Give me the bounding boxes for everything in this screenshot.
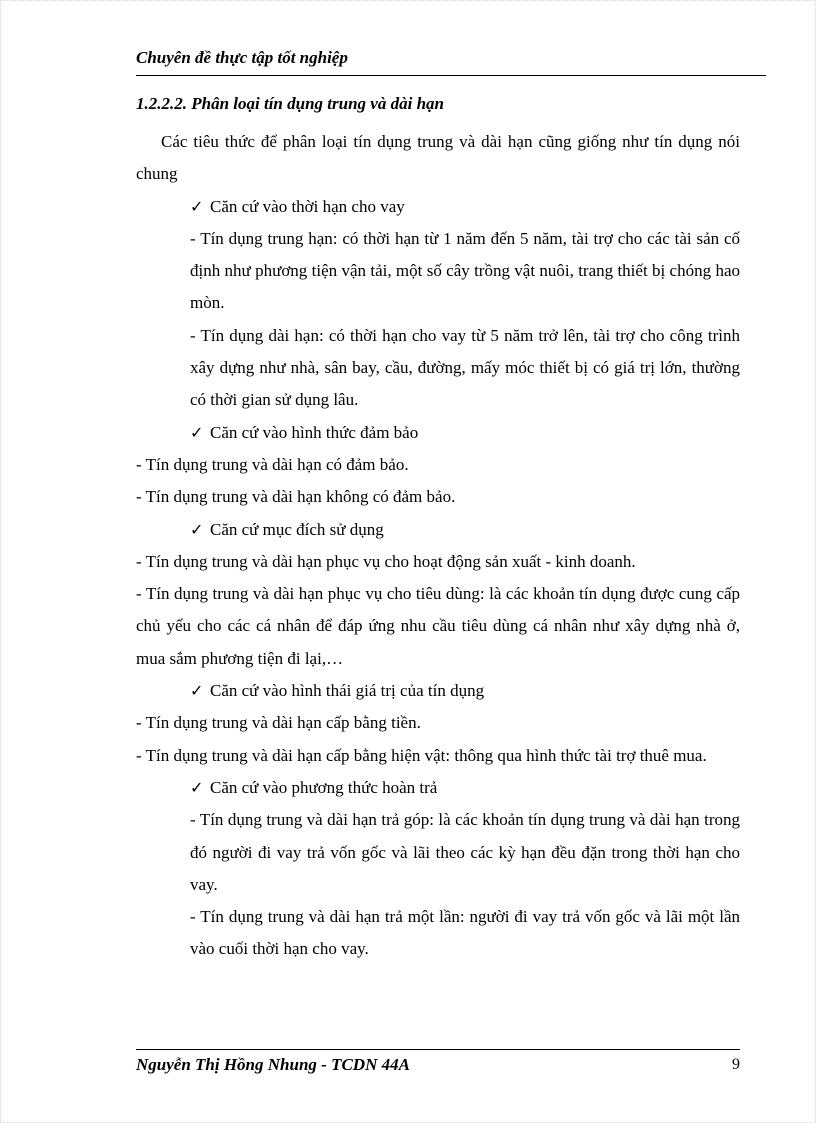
page-number: 9 — [732, 1056, 740, 1073]
criterion-label: Căn cứ vào hình thái giá trị của tín dụng — [210, 681, 485, 701]
list-item: - Tín dụng trung và dài hạn cấp bằng hiện vật: thông qua hình thức tài trợ thuê mua. — [136, 745, 707, 765]
criterion-label: Căn cứ vào thời hạn cho vay — [210, 196, 405, 216]
check-icon: ✓ — [190, 519, 204, 539]
section-heading: 1.2.2.2. Phân loại tín dụng trung và dài hạn — [136, 94, 444, 113]
intro-paragraph: Các tiêu thức để phân loại tín dụng trung và dài hạn cũng giống như tín dụng nói chung — [136, 132, 740, 184]
list-item: - Tín dụng trung và dài hạn không có đảm bảo. — [136, 487, 456, 507]
check-icon: ✓ — [190, 777, 204, 797]
list-item: - Tín dụng trung và dài hạn phục vụ cho hoạt động sản xuất - kinh doanh. — [136, 551, 636, 571]
list-item: - Tín dụng trung và dài hạn phục vụ cho tiêu dùng: là các khoản tín dụng được cung cấp chủ yếu cho các cá nhân để đáp ứng nhu cầu tiêu dùng cá nhân như xây dựng nhà ở, mua sắm phương tiện đi lại,… — [136, 584, 740, 668]
list-item: - Tín dụng trung và dài hạn trả góp: là các khoản tín dụng trung và dài hạn trong đó người đi vay trả vốn gốc và lãi theo các kỳ hạn đều đặn trong thời hạn cho vay. — [190, 810, 740, 894]
list-item: - Tín dụng trung và dài hạn cấp bằng tiền. — [136, 713, 421, 733]
footer-divider — [136, 1049, 740, 1050]
criterion-heading — [190, 191, 740, 223]
list-item: - Tín dụng dài hạn: có thời hạn cho vay từ 5 năm trở lên, tài trợ cho công trình xây dựng như nhà, sân bay, cầu, đường, mấy móc thiết bị có giá trị lớn, thường có thời gian sử dụng lâu. — [190, 325, 740, 410]
check-icon: ✓ — [190, 681, 204, 701]
criterion-heading — [190, 772, 740, 804]
check-icon: ✓ — [190, 422, 204, 442]
criterion-label: Căn cứ vào hình thức đảm bảo — [210, 422, 419, 442]
list-item: - Tín dụng trung hạn: có thời hạn từ 1 năm đến 5 năm, tài trợ cho các tài sản cố định như phương tiện vận tải, một số cây trồng vật nuôi, trang thiết bị chóng hao mòn. — [190, 228, 740, 313]
running-header-title: Chuyên đề thực tập tốt nghiệp — [136, 48, 348, 67]
criterion-heading — [190, 417, 740, 449]
criterion-label: Căn cứ mục đích sử dụng — [210, 519, 384, 539]
body-text — [136, 126, 740, 966]
criterion-label: Căn cứ vào phương thức hoàn trả — [210, 777, 438, 797]
header-divider — [136, 75, 766, 76]
criterion-heading — [190, 675, 740, 707]
list-item: - Tín dụng trung và dài hạn trả một lần: người đi vay trả vốn gốc và lãi một lần vào cuối thời hạn cho vay. — [190, 907, 740, 959]
list-item: - Tín dụng trung và dài hạn có đảm bảo. — [136, 454, 409, 474]
criterion-heading — [190, 514, 740, 546]
check-icon: ✓ — [190, 196, 204, 216]
footer-author: Nguyễn Thị Hồng Nhung - TCDN 44A — [136, 1055, 410, 1074]
